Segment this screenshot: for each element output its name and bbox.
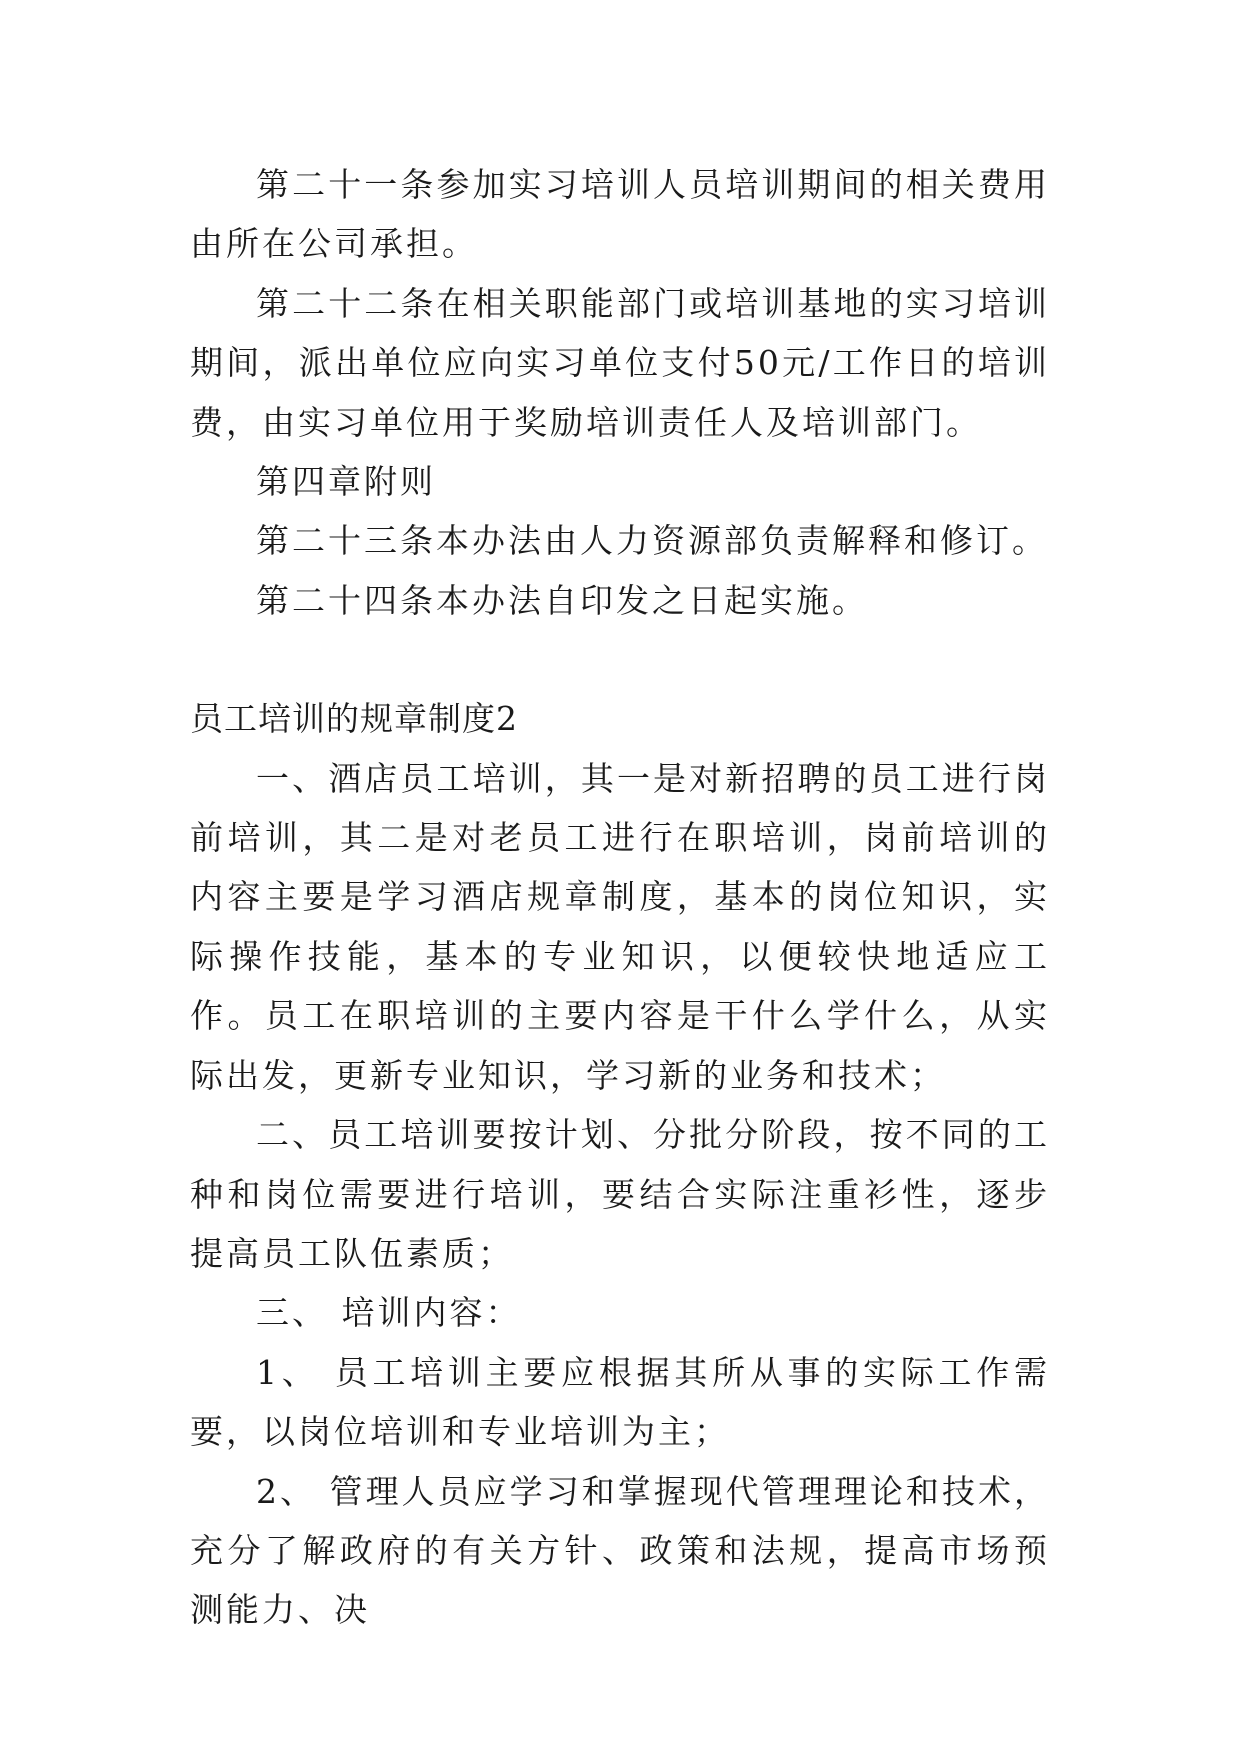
paragraph-item-1: 一、酒店员工培训，其一是对新招聘的员工进行岗前培训，其二是对老员工进行在职培训，岗前培训的内容主要是学习酒店规章制度，基本的岗位知识，实际操作技能，基本的专业知识，以便较快地适应工作。员工在职培训的主要内容是干什么学什么，从实际出发，更新专业知识，学习新的业务和技术； [190,758,1050,1095]
paragraph-article-21: 第二十一条参加实习培训人员培训期间的相关费用由所在公司承担。 [190,165,1050,264]
paragraph-subitem-1: 1、 员工培训主要应根据其所从事的实际工作需要，以岗位培训和专业培训为主； [190,1352,1050,1452]
section-title: 员工培训的规章制度2 [190,699,518,739]
paragraph-item-3: 三、 培训内容： [256,1293,522,1333]
paragraph-article-24: 第二十四条本办法自印发之日起实施。 [256,580,868,620]
paragraph-subitem-2: 2、 管理人员应学习和掌握现代管理理论和技术，充分了解政府的有关方针、政策和法规，提高市场预测能力、决 [190,1471,1050,1630]
paragraph-item-2: 二、员工培训要按计划、分批分阶段，按不同的工种和岗位需要进行培训，要结合实际注重衫性，逐步提高员工队伍素质； [190,1115,1050,1273]
paragraph-article-23: 第二十三条本办法由人力资源部负责解释和修订。 [256,521,1048,561]
document-body [190,155,1050,1640]
chapter-heading: 第四章附则 [256,462,436,502]
paragraph-article-22: 第二十二条在相关职能部门或培训基地的实习培训期间，派出单位应向实习单位支付50元/工作日的培训费，由实习单位用于奖励培训责任人及培训部门。 [190,283,1050,442]
